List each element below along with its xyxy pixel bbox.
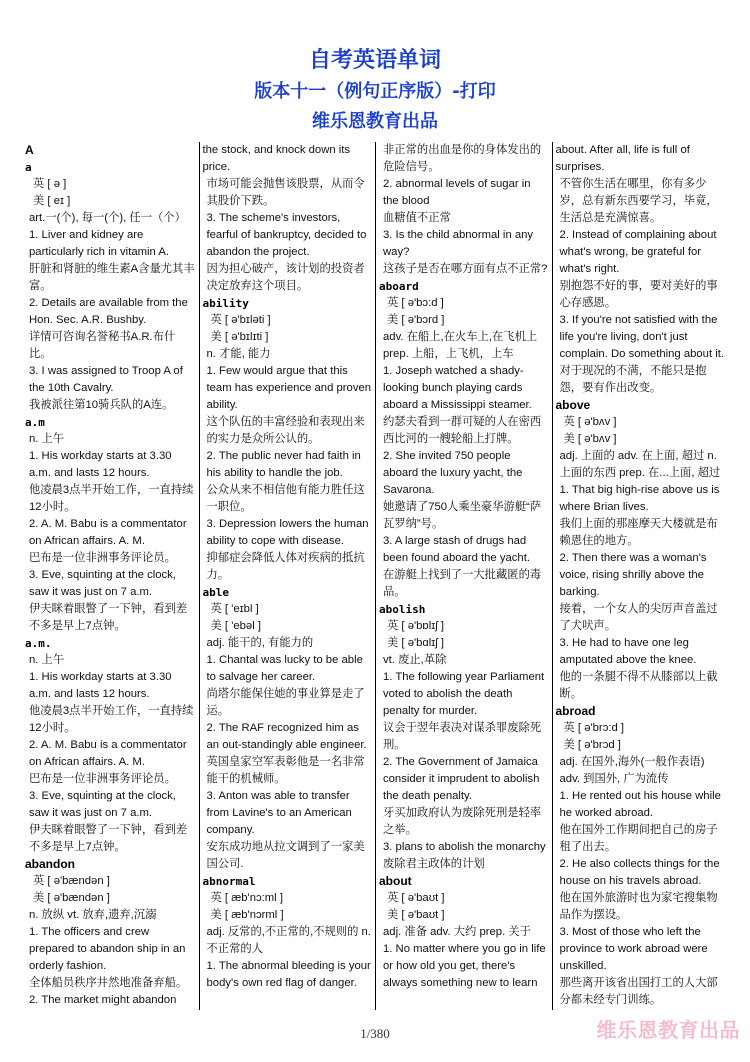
phonetic: 英 [ ə'bɔ:d ] <box>387 297 444 309</box>
entry-line: 1. His workday starts at 3.30 a.m. and lasts 12 hours. <box>29 450 172 479</box>
entry-line: 巴布是一位非洲事务评论员。 <box>29 552 176 564</box>
entry-line: 他的一条腿不得不从膝部以上截断。 <box>559 671 718 700</box>
phonetic: 美 [ ə'bændən ] <box>33 892 110 904</box>
entry-line: n. 才能, 能力 <box>206 348 271 360</box>
headword: a <box>25 161 32 174</box>
entry-line: 2. A. M. Babu is a commentator on African affairs. A. M. <box>29 518 187 547</box>
phonetic: 英 [ æb'nɔ:ml ] <box>210 892 283 904</box>
entry-line: 她邀请了750人乘坐豪华游艇“萨瓦罗纳”号。 <box>383 501 542 530</box>
entry-line: 2. The RAF recognized him as an out-standingly able engineer. <box>206 722 367 751</box>
entry-line: 2. Instead of complaining about what's wrong, be grateful for what's right. <box>559 229 717 275</box>
entry-line: 1. Few would argue that this team has experience and proven ability. <box>206 365 372 411</box>
entry-line: 详情可咨询名誉秘书A.R.布什比。 <box>29 331 176 360</box>
phonetic: 英 [ ə'bʌv ] <box>563 416 617 428</box>
entry-line: 我被派往第10骑兵队的A连。 <box>29 399 174 411</box>
entry-line: 他凌晨3点半开始工作，一直持续12小时。 <box>29 484 194 513</box>
phonetic: 英 [ ə'bɪləti ] <box>210 314 271 326</box>
entry-line: 1. That big high-rise above us is where Brian lives. <box>559 484 720 513</box>
entry-line: 约瑟夫看到一群可疑的人在密西西比河的一艘轮船上打牌。 <box>383 416 542 445</box>
headword: abnormal <box>202 875 256 888</box>
document-subtitle: 版本十一（例句正序版）-打印 <box>254 81 496 102</box>
entry-line: 1. The abnormal bleeding is your body's own red flag of danger. <box>206 960 371 989</box>
entry-line: 牙买加政府认为废除死刑是轻率之举。 <box>383 807 542 836</box>
entry-line: 2. He also collects things for the house on his travels abroad. <box>559 858 720 887</box>
entry-line: 2. She invited 750 people aboard the luxury yacht, the Savarona. <box>383 450 523 496</box>
entry-line: 他凌晨3点半开始工作，一直持续12小时。 <box>29 705 194 734</box>
entry-line: 对于现况的不满，不能只是抱怨，要有作出改变。 <box>559 365 707 394</box>
column-4 <box>552 142 729 1010</box>
column-1 <box>22 142 199 1010</box>
entry-line: 3. Anton was able to transfer from Lavine's to an American company. <box>206 790 352 836</box>
headword: aboard <box>379 280 419 293</box>
entry-line: 这个队伍的丰富经验和表现出来的实力是众所公认的。 <box>206 416 365 445</box>
phonetic: 美 [ eɪ ] <box>33 195 71 207</box>
entry-line: n. 上午 <box>29 654 65 666</box>
entry-line: 巴布是一位非洲事务评论员。 <box>29 773 176 785</box>
entry-line: 1. The officers and crew prepared to abandon ship in an orderly fashion. <box>29 926 186 972</box>
entry-line: 废除君主政体的计划 <box>383 858 485 870</box>
entry-line: 1. Chantal was lucky to be able to salvage her career. <box>206 654 363 683</box>
entry-line: 安东成功地从拉文调到了一家美国公司. <box>206 841 365 870</box>
vocabulary-columns <box>22 142 728 1010</box>
entry-line: 3. Is the child abnormal in any way? <box>383 229 534 258</box>
entry-line: 这孩子是否在哪方面有点不正常? <box>383 263 548 275</box>
entry-line: 2. A. M. Babu is a commentator on African affairs. A. M. <box>29 739 187 768</box>
phonetic: 美 [ ə'bɪlɪti ] <box>210 331 269 343</box>
entry-line: 市场可能会抛售该股票，从而令其股价下跌。 <box>206 178 365 207</box>
entry-line: 他在国外旅游时也为家宅搜集物品作为摆设。 <box>559 892 718 921</box>
phonetic: 英 [ ə'bændən ] <box>33 875 110 887</box>
page-number: 1/380 <box>360 1026 390 1041</box>
headword: abroad <box>555 704 596 718</box>
entry-line: adj. 上面的 adv. 在上面, 超过 n. 上面的东西 prep. 在...上面, 超过 <box>559 450 721 479</box>
entry-line: art.一(个), 每一(个), 任一（个） <box>29 212 186 224</box>
entry-line: 3. Eve, squinting at the clock, saw it was just on 7 a.m. <box>29 569 176 598</box>
entry-line: adj. 准备 adv. 大约 prep. 关于 <box>383 926 531 938</box>
entry-line: 血糖值不正常 <box>383 212 451 224</box>
entry-line: 伊夫眯着眼瞥了一下钟，看到差不多是早上7点钟。 <box>29 603 188 632</box>
phonetic: 美 [ ə'brɔd ] <box>563 739 621 751</box>
entry-line: 2. Details are available from the Hon. Sec. A.R. Bushby. <box>29 297 188 326</box>
entry-line: 英国皇家空军表彰他是一名非常能干的机械师。 <box>206 756 365 785</box>
headword: about <box>379 874 412 888</box>
column-3 <box>375 142 552 1010</box>
phonetic: 美 [ ə'bɑlɪʃ ] <box>387 637 445 649</box>
phonetic: 英 [ 'eɪbl ] <box>210 603 259 615</box>
entry-line: adj. 在国外,海外(一般作表语) adv. 到国外, 广为流传 <box>559 756 705 785</box>
phonetic: 美 [ ə'bɔrd ] <box>387 314 445 326</box>
headword: a.m <box>25 416 45 429</box>
entry-line: 1. He rented out his house while he worked abroad. <box>559 790 721 819</box>
entry-line: 3. He had to have one leg amputated above the knee. <box>559 637 697 666</box>
entry-line: 我们上面的那座摩天大楼就是布赖恩住的地方。 <box>559 518 718 547</box>
phonetic: 美 [ æb'nɔrml ] <box>210 909 284 921</box>
entry-line: 抑郁症会降低人体对疾病的抵抗力。 <box>206 552 365 581</box>
headword: A <box>25 143 34 157</box>
entry-line: 接着，一个女人的尖厉声音盖过了犬吠声。 <box>559 603 718 632</box>
phonetic: 美 [ ə'baʊt ] <box>387 909 445 921</box>
entry-line: 2. abnormal levels of sugar in the blood <box>383 178 531 207</box>
phonetic: 英 [ ə'brɔ:d ] <box>563 722 625 734</box>
entry-line: 肝脏和肾脏的维生素A含量尤其丰富。 <box>29 263 195 292</box>
document-publisher: 维乐恩教育出品 <box>312 111 438 132</box>
entry-line: 3. I was assigned to Troop A of the 10th Cavalry. <box>29 365 183 394</box>
entry-line: adj. 反常的,不正常的,不规则的 n. 不正常的人 <box>206 926 371 955</box>
entry-line: 1. The following year Parliament voted to abolish the death penalty for murder. <box>383 671 545 717</box>
entry-line: n. 上午 <box>29 433 65 445</box>
publisher-watermark: 维乐恩教育出品 <box>596 1018 740 1042</box>
entry-line: the stock, and knock down its price. <box>202 144 351 173</box>
entry-line: 3. Depression lowers the human ability to cope with disease. <box>206 518 369 547</box>
entry-line: 全体船员秩序井然地准备弃船。 <box>29 977 188 989</box>
entry-line: 2. The public never had faith in his ability to handle the job. <box>206 450 361 479</box>
entry-line: 3. plans to abolish the monarchy <box>383 841 546 853</box>
entry-line: adv. 在船上,在火车上,在飞机上 prep. 上船，上飞机，上车 <box>383 331 538 360</box>
headword: able <box>202 586 229 599</box>
entry-line: 伊夫眯着眼瞥了一下钟，看到差不多是早上7点钟。 <box>29 824 188 853</box>
headword: a.m. <box>25 637 52 650</box>
entry-line: 1. His workday starts at 3.30 a.m. and lasts 12 hours. <box>29 671 172 700</box>
phonetic: 美 [ ə'bʌv ] <box>563 433 617 445</box>
entry-line: 3. Most of those who left the province to work abroad were unskilled. <box>559 926 708 972</box>
headword: abandon <box>25 857 75 871</box>
entry-line: 2. The market might abandon <box>29 994 177 1006</box>
phonetic: 英 [ ə'baʊt ] <box>387 892 445 904</box>
document-header <box>0 46 750 136</box>
entry-line: adj. 能干的, 有能力的 <box>206 637 314 649</box>
entry-line: 3. The scheme's investors, fearful of bankruptcy, decided to abandon the project. <box>206 212 367 258</box>
phonetic: 英 [ ə ] <box>33 178 67 190</box>
headword: abolish <box>379 603 426 616</box>
entry-line: 他在国外工作期间把自己的房子租了出去。 <box>559 824 718 853</box>
entry-line: 尚塔尔能保住她的事业算是走了运。 <box>206 688 365 717</box>
entry-line: 3. A large stash of drugs had been found aboard the yacht. <box>383 535 530 564</box>
entry-line: 在游艇上找到了一大批藏匿的毒品。 <box>383 569 542 598</box>
entry-line: 议会于翌年表决对谋杀罪废除死刑。 <box>383 722 542 751</box>
entry-line: 3. If you're not satisfied with the life you're living, don't just complain. Do something about it. <box>559 314 725 360</box>
entry-line: 公众从来不相信他有能力胜任这一职位。 <box>206 484 365 513</box>
entry-line: 3. Eve, squinting at the clock, saw it was just on 7 a.m. <box>29 790 176 819</box>
entry-line: n. 放纵 vt. 放弃,遗弃,沉溺 <box>29 909 157 921</box>
entry-line: 1. Liver and kidney are particularly rich in vitamin A. <box>29 229 170 258</box>
entry-line: 2. Then there was a woman's voice, rising shrilly above the barking. <box>559 552 707 598</box>
entry-line: about. After all, life is full of surprises. <box>555 144 690 173</box>
entry-line: 非正常的出血是你的身体发出的危险信号。 <box>383 144 542 173</box>
entry-line: vt. 废止,革除 <box>383 654 447 666</box>
entry-line: 因为担心破产，该计划的投资者决定放弃这个项目。 <box>206 263 365 292</box>
column-2 <box>199 142 376 1010</box>
headword: ability <box>202 297 249 310</box>
document-title: 自考英语单词 <box>308 48 441 73</box>
entry-line: 别抱怨不好的事，要对美好的事心存感恩。 <box>559 280 718 309</box>
headword: above <box>555 398 591 412</box>
phonetic: 英 [ ə'bɒlɪʃ ] <box>387 620 445 632</box>
entry-line: 不管你生活在哪里，你有多少岁，总有新东西要学习，毕竟，生活总是充满惊喜。 <box>559 178 718 224</box>
entry-line: 那些离开该省出国打工的人大部分都未经专门训练。 <box>559 977 718 1006</box>
phonetic: 美 [ 'ebəl ] <box>210 620 262 632</box>
entry-line: 1. No matter where you go in life or how old you get, there's always something new to learn <box>383 943 546 989</box>
entry-line: 2. The Government of Jamaica consider it imprudent to abolish the death penalty. <box>383 756 540 802</box>
entry-line: 1. Joseph watched a shady-looking bunch playing cards aboard a Mississippi steamer. <box>383 365 532 411</box>
